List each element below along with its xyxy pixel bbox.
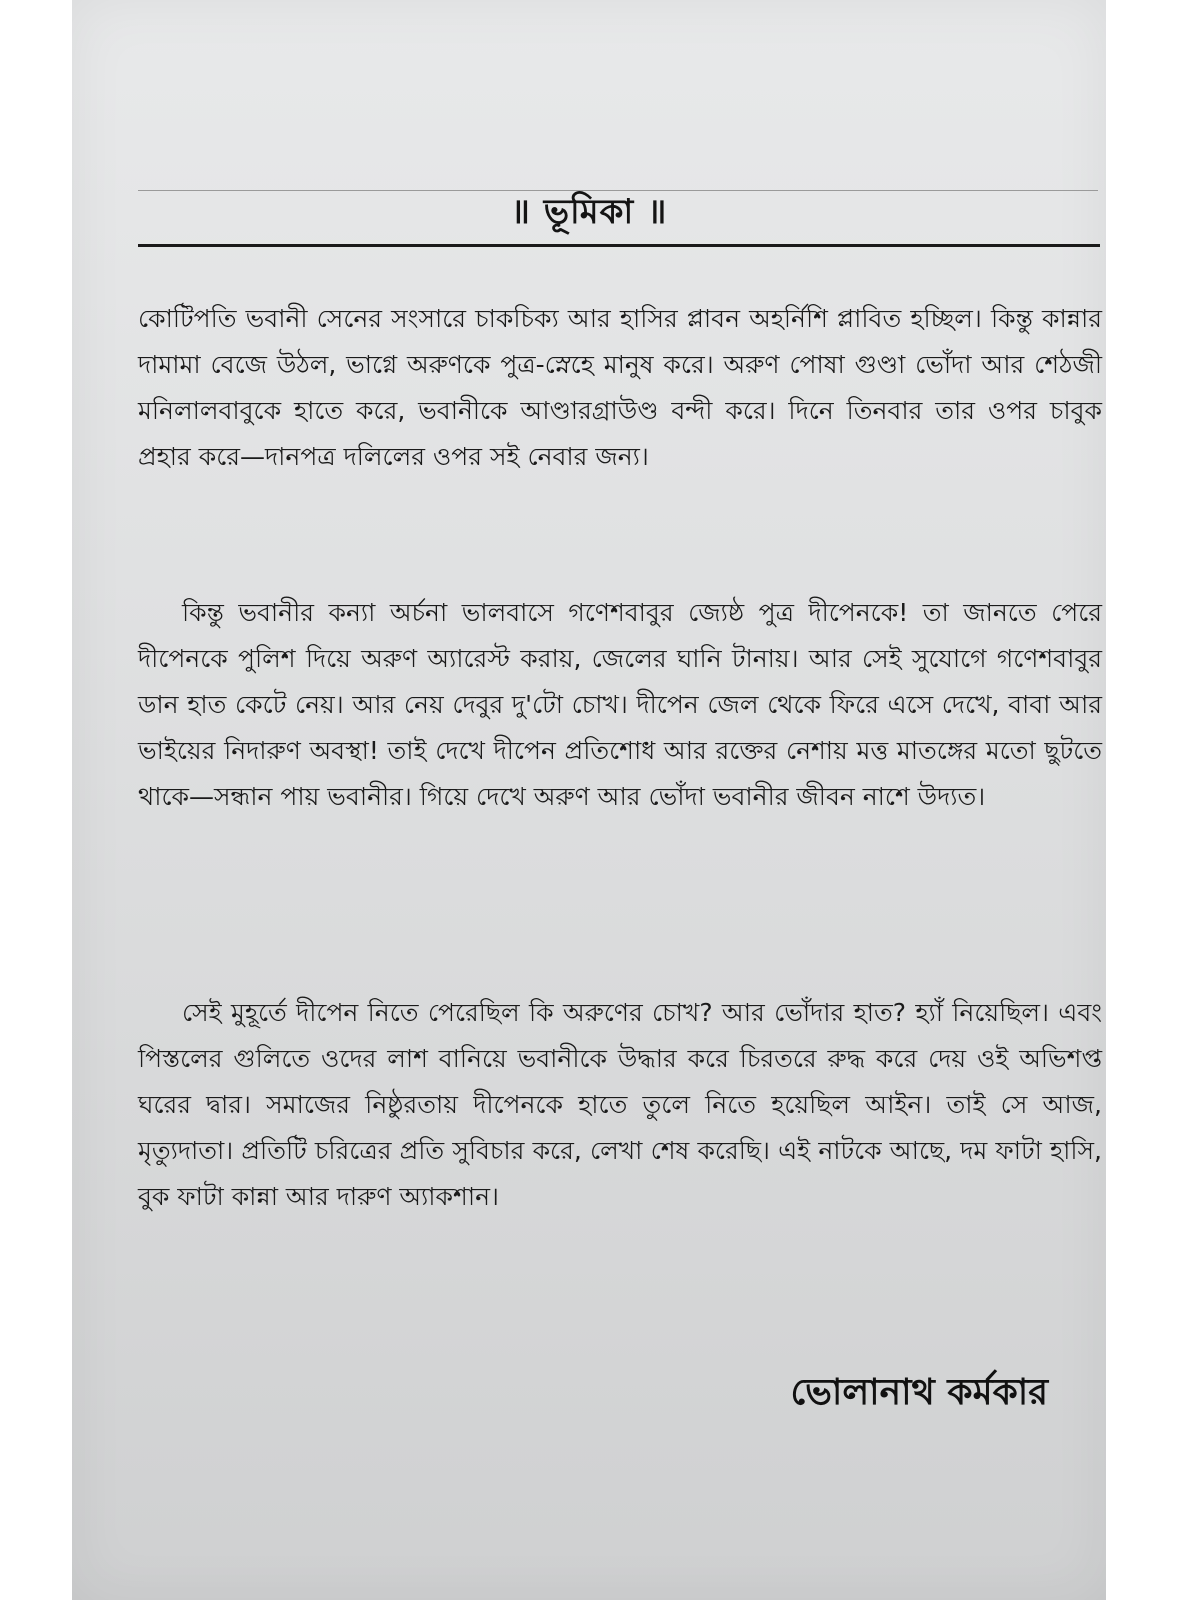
paragraph-3: সেই মুহূর্তে দীপেন নিতে পেরেছিল কি অরুণের চোখ? আর ভোঁদার হাত? হ্যাঁ নিয়েছিল। এবং পিস্তলের গুলিতে ওদের লাশ বানিয়ে ভবানীকে উদ্ধার করে চিরতরে রুদ্ধ করে দেয় ওই অভিশপ্ত ঘরের দ্বার। সমাজের নিষ্ঠুরতায় দীপেনকে হাতে তুলে নিতে হয়েছিল আইন। তাই সে আজ, মৃত্যুদাতা। প্রতিটি চরিত্রের প্রতি সুবিচার করে, লেখা শেষ করেছি। এই নাটকে আছে, দম ফাটা হাসি, বুক ফাটা কান্না আর দারুণ অ্যাকশান।: [138, 998, 1102, 1211]
paragraph-2: কিন্তু ভবানীর কন্যা অর্চনা ভালবাসে গণেশবাবুর জ্যেষ্ঠ পুত্র দীপেনকে! তা জানতে পেরে দীপেনকে পুলিশ দিয়ে অরুণ অ্যারেস্ট করায়, জেলের ঘানি টানায়। আর সেই সুযোগে গণেশবাবুর ডান হাত কেটে নেয়। আর নেয় দেবুর দু'টো চোখ। দীপেন জেল থেকে ফিরে এসে দেখে, বাবা আর ভাইয়ের নিদারুণ অবস্থা! তাই দেখে দীপেন প্রতিশোধ আর রক্তের নেশায় মত্ত মাতঙ্গের মতো ছুটতে থাকে—সন্ধান পায় ভবানীর। গিয়ে দেখে অরুণ আর ভোঁদা ভবানীর জীবন নাশে উদ্যত।: [138, 598, 1102, 811]
page-heading: ॥ ভূমিকা ॥: [510, 192, 668, 232]
heading-underline: [138, 244, 1100, 247]
author-signature: ভোলানাথ কর্মকার: [790, 1372, 1048, 1413]
book-page: [72, 0, 1106, 1600]
paragraph-1: কোটিপতি ভবানী সেনের সংসারে চাকচিক্য আর হাসির প্লাবন অহর্নিশি প্লাবিত হচ্ছিল। কিন্তু কান্নার দামামা বেজে উঠল, ভাগ্নে অরুণকে পুত্র-স্নেহে মানুষ করে। অরুণ পোষা গুণ্ডা ভোঁদা আর শেঠজী মনিলালবাবুকে হাতে করে, ভবানীকে আণ্ডারগ্রাউণ্ড বন্দী করে। দিনে তিনবার তার ওপর চাবুক প্রহার করে—দানপত্র দলিলের ওপর সই নেবার জন্য।: [138, 304, 1102, 471]
